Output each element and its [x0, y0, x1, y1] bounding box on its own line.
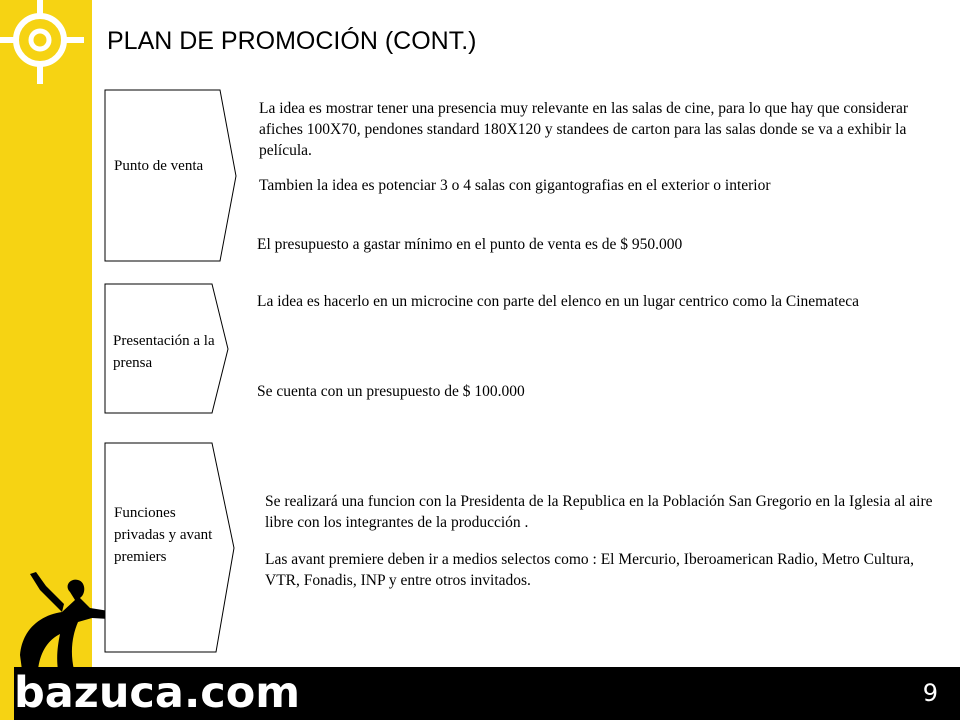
footer-accent [0, 667, 14, 720]
section-paragraph: La idea es hacerlo en un microcine con parte del elenco en un lugar centrico como la Cinemateca [257, 293, 860, 310]
target-logo-icon [0, 0, 92, 92]
section-label: Punto de venta [114, 158, 204, 174]
section-paragraph: Se realizará una funcion con la Presidenta de la Republica en la Población San Gregorio en la Iglesia al aire libre con los integrantes de la producción . [265, 493, 933, 531]
footer-bar [0, 667, 960, 720]
section-paragraph: El presupuesto a gastar mínimo en el punto de venta es de $ 950.000 [257, 236, 683, 253]
section-label: Funciones privadas y avant premiers [114, 505, 213, 565]
section-label: Presentación a la prensa [113, 333, 215, 371]
page-title: PLAN DE PROMOCIÓN (CONT.) [107, 27, 477, 55]
section-paragraph: La idea es mostrar tener una presencia muy relevante en las salas de cine, para lo que hay que considerar afiches 100X70, pendones standard 180X120 y standees de carton para las salas donde se va a exhibir la película. [259, 100, 908, 159]
section-paragraph: Se cuenta con un presupuesto de $ 100.000 [257, 383, 525, 400]
section-paragraph: Tambien la idea es potenciar 3 o 4 salas con gigantografias en el exterior o interior [259, 177, 771, 194]
page-number: 9 [922, 679, 938, 707]
brand-logo: bazuca.com [14, 668, 301, 718]
section-paragraph: Las avant premiere deben ir a medios selectos como : El Mercurio, Iberoamerican Radio, Metro Cultura, VTR, Fonadis, INP y entre otros invitados. [265, 551, 915, 589]
